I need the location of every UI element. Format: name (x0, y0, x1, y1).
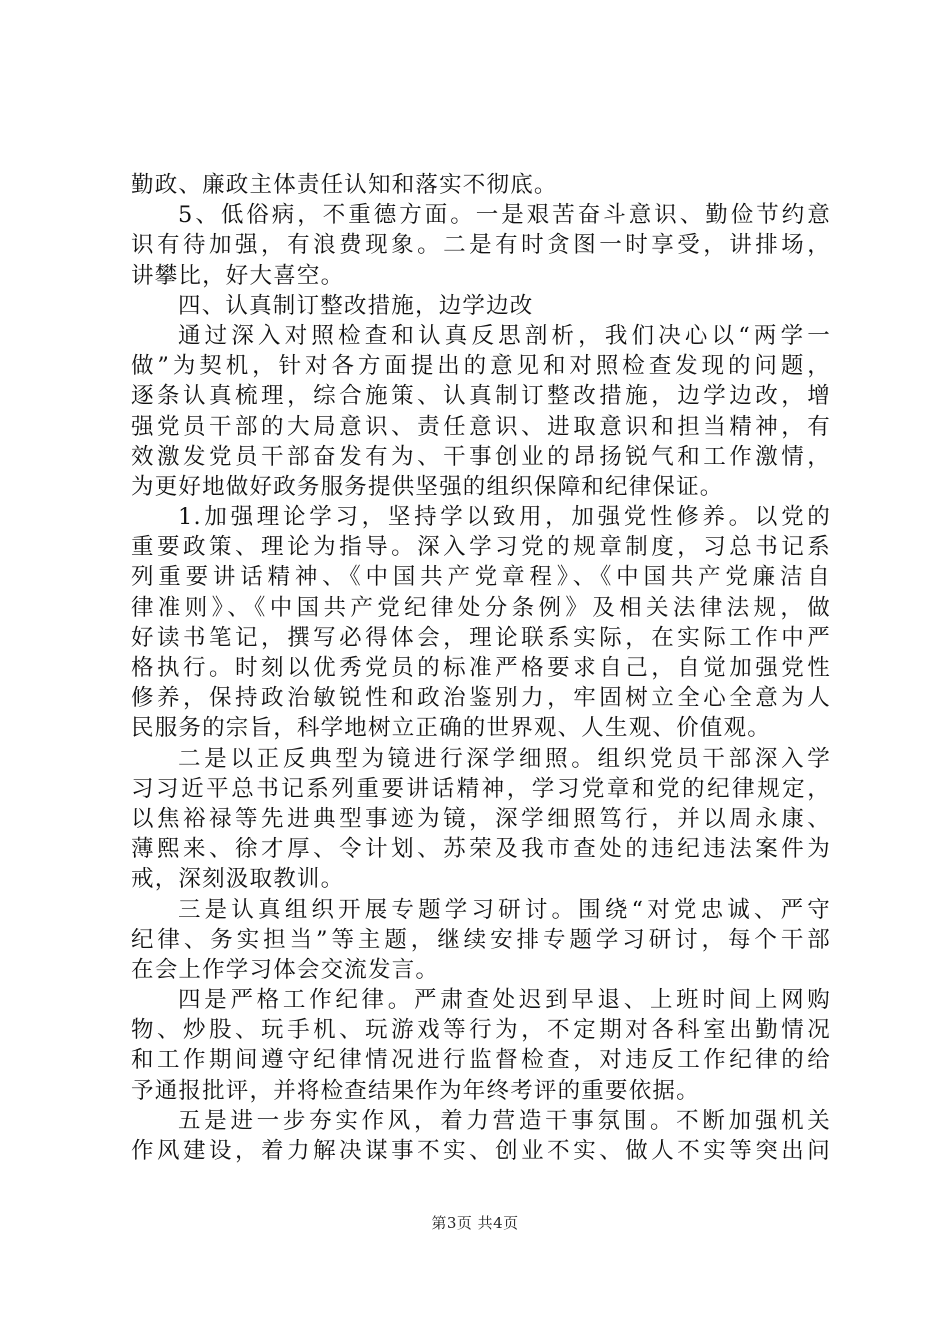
text-line: 四是严格工作纪律。严肃查处迟到早退、上班时间上网购 (178, 987, 831, 1014)
text-line: 物、炒股、玩手机、玩游戏等行为，不定期对各科室出勤情况 (131, 1017, 831, 1044)
text-line: 五是进一步夯实作风，着力营造干事氛围。不断加强机关 (178, 1107, 831, 1134)
text-line: 效激发党员干部奋发有为、干事创业的昂扬锐气和工作激情， (131, 443, 831, 470)
text-line: 纪律、务实担当”等主题，继续安排专题学习研讨，每个干部 (131, 926, 831, 953)
text-line: 予通报批评，并将检查结果作为年终考评的重要依据。 (131, 1077, 700, 1104)
text-line: 二是以正反典型为镜进行深学细照。组织党员干部深入学 (178, 745, 831, 772)
document-body (131, 170, 831, 1166)
text-line: 格执行。时刻以优秀党员的标准严格要求自己，自觉加强党性 (131, 655, 831, 681)
page-footer (0, 1212, 950, 1233)
text-line: 三是认真组织开展专题学习研讨。围绕“对党忠诚、严守 (178, 896, 831, 923)
text-line: 做”为契机，针对各方面提出的意见和对照检查发现的问题， (131, 353, 831, 380)
text-line: 讲攀比，好大喜空。 (131, 262, 345, 289)
text-line: 逐条认真梳理，综合施策、认真制订整改措施，边学边改，增 (131, 383, 831, 410)
text-line: 重要政策、理论为指导。深入学习党的规章制度，习总书记系 (131, 534, 831, 561)
text-line: 勤政、廉政主体责任认知和落实不彻底。 (131, 172, 558, 198)
text-line: 民服务的宗旨，科学地树立正确的世界观、人生观、价值观。 (131, 715, 771, 742)
text-line: 薄熙来、徐才厚、令计划、苏荣及我市查处的违纪违法案件为 (131, 836, 831, 863)
text-line: 列重要讲话精神、《中国共产党章程》、《中国共产党廉洁自 (131, 564, 831, 591)
text-line: 好读书笔记，撰写必得体会，理论联系实际，在实际工作中严 (131, 624, 831, 651)
section-heading: 四、认真制订整改措施，边学边改 (178, 292, 534, 319)
text-line: 1.加强理论学习，坚持学以致用，加强党性修养。以党的 (178, 504, 831, 531)
text-line: 习习近平总书记系列重要讲话精神，学习党章和党的纪律规定， (131, 775, 831, 802)
text-line: 5、低俗病，不重德方面。一是艰苦奋斗意识、勤俭节约意 (178, 202, 831, 229)
text-line: 通过深入对照检查和认真反思剖析，我们决心以“两学一 (178, 322, 831, 349)
text-line: 戒，深刻汲取教训。 (131, 866, 345, 893)
text-line: 以焦裕禄等先进典型事迹为镜，深学细照笃行，并以周永康、 (131, 805, 831, 832)
text-line: 为更好地做好政务服务提供坚强的组织保障和纪律保证。 (131, 473, 724, 500)
page-number-label: 第3页 共4页 (431, 1214, 519, 1232)
text-line: 和工作期间遵守纪律情况进行监督检查，对违反工作纪律的给 (131, 1047, 831, 1074)
text-line: 修养，保持政治敏锐性和政治鉴别力，牢固树立全心全意为人 (131, 685, 831, 712)
text-line: 强党员干部的大局意识、责任意识、进取意识和担当精神，有 (131, 413, 831, 440)
text-line: 律准则》、《中国共产党纪律处分条例》及相关法律法规，做 (131, 594, 831, 621)
text-line: 作风建设，着力解决谋事不实、创业不实、做人不实等突出问 (131, 1138, 831, 1164)
text-line: 识有待加强，有浪费现象。二是有时贪图一时享受，讲排场， (131, 232, 831, 259)
text-line: 在会上作学习体会交流发言。 (131, 956, 440, 983)
